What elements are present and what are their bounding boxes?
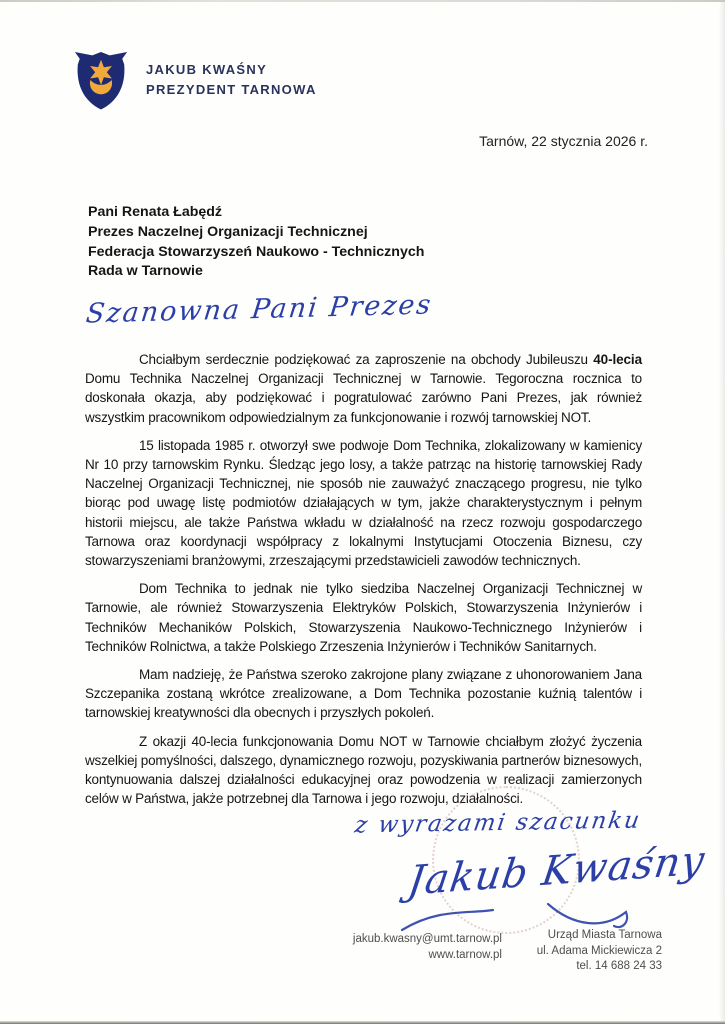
sender-name: JAKUB KWAŚNY <box>146 62 268 77</box>
footer-phone: tel. 14 688 24 33 <box>576 960 662 972</box>
closing-handwriting: z wyrazami szacunku <box>352 807 644 839</box>
date-line: Tarnów, 22 stycznia 2026 r. <box>479 133 648 149</box>
scan-artifact-top-edge <box>0 0 725 2</box>
letter-body <box>85 350 642 817</box>
tarnow-coat-of-arms-icon <box>72 48 130 112</box>
paragraph-1-text: Chciałbym serdecznie podziękować za zaproszenie na obchody Jubileuszu <box>139 352 594 367</box>
paragraph-4: Mam nadzieję, że Państwa szeroko zakrojone plany związane z uhonorowaniem Jana Szczepanika zostaną wkrótce zrealizowane, a Dom Technika pozostanie kuźnią talentów i tarnowskiej kreatywności dla obecnych i przyszłych pokoleń. <box>85 667 642 721</box>
letterhead <box>72 48 317 112</box>
signature-handwriting: Jakub Kwaśny <box>405 837 708 905</box>
footer-office: Urząd Miasta Tarnowa <box>547 929 662 941</box>
paragraph-1 <box>85 350 642 427</box>
paragraph-1-bold-anniversary: 40-lecia <box>593 352 642 367</box>
sender-title: PREZYDENT TARNOWA <box>146 82 317 97</box>
recipient-line: Federacja Stowarzyszeń Naukowo - Technicznych <box>88 243 425 260</box>
scan-artifact-right-edge <box>719 0 725 1024</box>
recipient-line: Rada w Tarnowie <box>88 263 203 280</box>
recipient-line: Pani Renata Łabędź <box>88 204 223 220</box>
paragraph-3: Dom Technika to jednak nie tylko siedziba Naczelnej Organizacji Technicznej w Tarnowie, ale również Stowarzyszenia Elektryków Polskich, Stowarzyszenia Inżynierów i Techników Mechaników Polskich, Stowarzyszenia Naukowo-Technicznego Inżynierów i Techników Rolnictwa, a także Polskiego Zrzeszenia Inżynierów i Techników Sanitarnych. <box>85 581 642 654</box>
paragraph-2: 15 listopada 1985 r. otworzył swe podwoje Dom Technika, zlokalizowany w kamienicy Nr 10 przy tarnowskim Rynku. Śledząc jego losy, a także patrząc na historię tarnowskiej Rady Naczelnej Organizacji Technicznej, nie sposób nie zauważyć znaczącego progresu, nie tylko biorąc pod uwagę listę podmiotów działających w tym, jakże charakterystycznym i pełnym historii miejscu, ale także Państwa wkładu w działalność na rzecz rozwoju gospodarczego Tarnowa oraz koordynacji współpracy z lokalnymi Instytucjami Otoczenia Biznesu, czy stowarzyszeniami branżowymi, zrzeszającymi przedstawicieli zawodów technicznych. <box>85 437 642 569</box>
recipient-block <box>88 203 424 282</box>
footer-email: jakub.kwasny@umt.tarnow.pl <box>352 933 502 945</box>
paragraph-5: Z okazji 40-lecia funkcjonowania Domu NOT w Tarnowie chciałbym złożyć życzenia wszelkiej pomyślności, dalszego, dynamicznego rozwoju, pozyskiwania partnerów biznesowych, kontynuowania dalszej działalności edukacyjnej oraz powodzenia w realizacji zamierzonych celów w Państwa, jakże potrzebnej dla Tarnowa i jego rozwoju, działalności. <box>85 733 642 807</box>
salutation-handwriting: Szanowna Pani Prezes <box>84 289 435 330</box>
footer-website: www.tarnow.pl <box>428 948 502 961</box>
recipient-line: Prezes Naczelnej Organizacji Technicznej <box>88 223 368 240</box>
footer-address: ul. Adama Mickiewicza 2 <box>536 944 662 957</box>
paragraph-1-text: Domu Technika Naczelnej Organizacji Technicznej w Tarnowie. Tegoroczna rocznica to doskonała okazja, aby podziękować i pogratulować zarówno Pani Prezes, jak również wszystkim pracownikom odpowiedzialnym za funkcjonowanie i rozwój tarnowskiej NOT. <box>85 371 642 425</box>
